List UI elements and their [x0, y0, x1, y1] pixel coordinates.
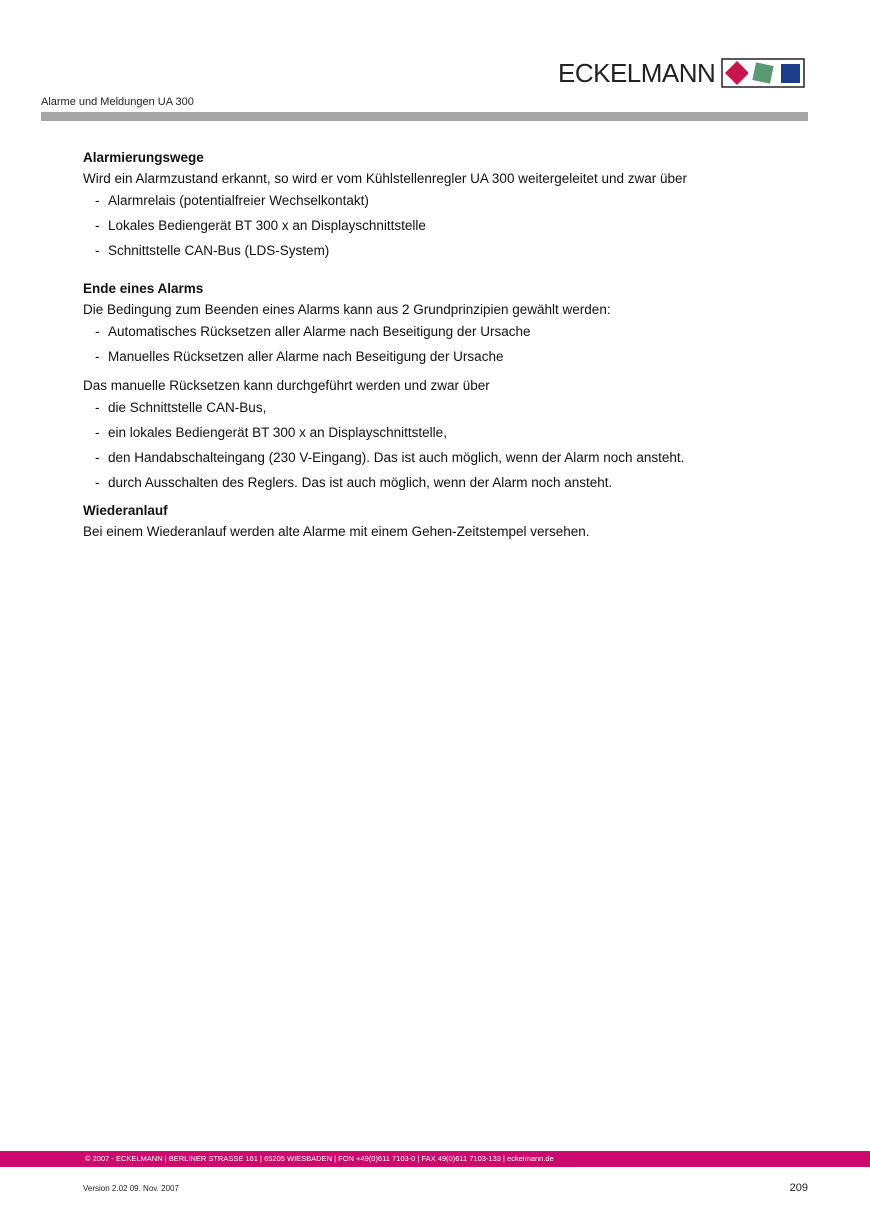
section-paragraph: Die Bedingung zum Beenden eines Alarms kann aus 2 Grundprinzipien gewählt werden:	[83, 302, 611, 317]
bullet-dash: -	[95, 475, 100, 490]
logo-text: ECKELMANN	[558, 58, 716, 88]
list-item	[83, 321, 783, 346]
list-item-text: den Handabschalteingang (230 V-Eingang). Das ist auch möglich, wenn der Alarm noch ansteht.	[108, 450, 685, 465]
list-item-text: durch Ausschalten des Reglers. Das ist auch möglich, wenn der Alarm noch ansteht.	[108, 475, 613, 490]
list-item	[83, 397, 783, 422]
header-divider	[41, 112, 808, 121]
list-item-text: Schnittstelle CAN-Bus (LDS-System)	[108, 243, 330, 258]
list-item-text: die Schnittstelle CAN-Bus,	[108, 400, 267, 415]
bullet-dash: -	[95, 243, 100, 258]
list-item	[83, 215, 783, 240]
list-item-text: Alarmrelais (potentialfreier Wechselkontakt)	[108, 193, 369, 208]
section-heading: Wiederanlauf	[83, 503, 168, 518]
list-item-text: Manuelles Rücksetzen aller Alarme nach Beseitigung der Ursache	[108, 349, 504, 364]
list-item	[83, 190, 783, 215]
bullet-dash: -	[95, 349, 100, 364]
bullet-dash: -	[95, 450, 100, 465]
bullet-dash: -	[95, 425, 100, 440]
list-item	[83, 472, 783, 497]
bullet-dash: -	[95, 218, 100, 233]
list-item	[83, 447, 783, 472]
bullet-dash: -	[95, 193, 100, 208]
document-title: Alarme und Meldungen UA 300	[41, 96, 194, 108]
company-logo	[558, 58, 805, 88]
section-heading: Alarmierungswege	[83, 150, 204, 165]
page-number: 209	[789, 1182, 808, 1194]
list-item-text: ein lokales Bediengerät BT 300 x an Displayschnittstelle,	[108, 425, 447, 440]
section-paragraph: Das manuelle Rücksetzen kann durchgeführt werden und zwar über	[83, 378, 490, 393]
list-item	[83, 346, 783, 371]
list-item	[83, 240, 783, 265]
page-content	[83, 148, 783, 543]
list-item	[83, 422, 783, 447]
logo-squares-icon	[721, 58, 805, 88]
bullet-dash: -	[95, 324, 100, 339]
list-item-text: Lokales Bediengerät BT 300 x an Displayschnittstelle	[108, 218, 426, 233]
footer-contact-text: © 2007 - ECKELMANN | BERLINER STRASSE 161 | 65205 WIESBADEN | FON +49(0)611 7103-0 | FAX 49(0)611 7103-133 | eckelmann.de	[85, 1154, 554, 1163]
footer-contact-bar	[0, 1151, 870, 1167]
bullet-dash: -	[95, 400, 100, 415]
list-item-text: Automatisches Rücksetzen aller Alarme nach Beseitigung der Ursache	[108, 324, 531, 339]
section-paragraph: Wird ein Alarmzustand erkannt, so wird er vom Kühlstellenregler UA 300 weitergeleitet und zwar über	[83, 171, 688, 186]
version-info: Version 2.02 09. Nov. 2007	[83, 1184, 179, 1193]
section-heading: Ende eines Alarms	[83, 281, 204, 296]
section-paragraph: Bei einem Wiederanlauf werden alte Alarme mit einem Gehen-Zeitstempel versehen.	[83, 524, 590, 539]
